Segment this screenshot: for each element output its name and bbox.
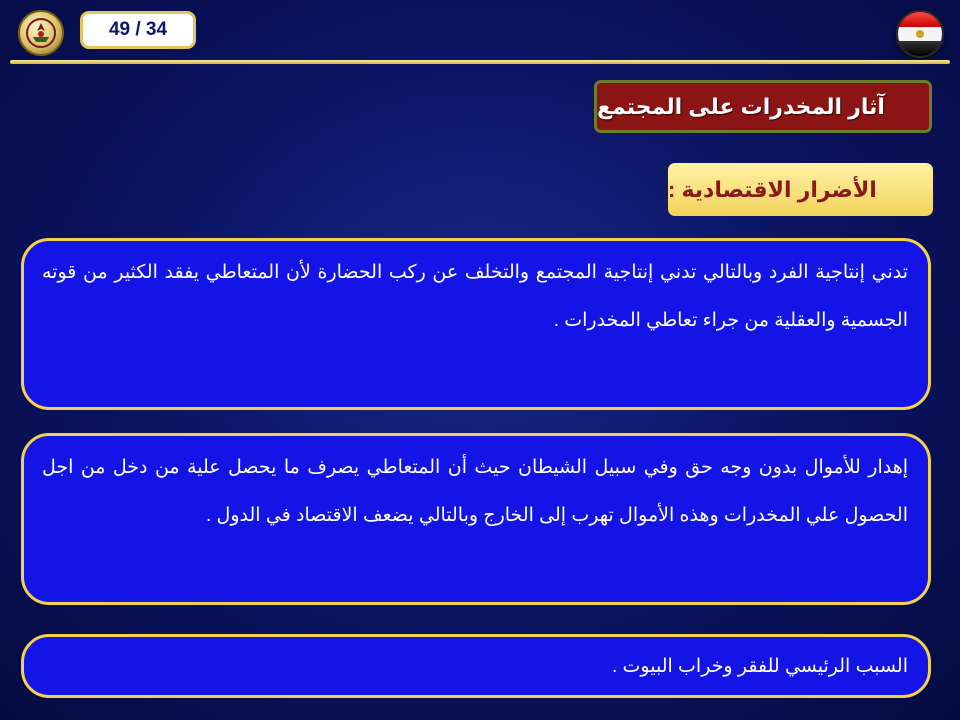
content-paragraph-2: إهدار للأموال بدون وجه حق وفي سبيل الشيطان حيث أن المتعاطي يصرف ما يحصل علية من دخل من اجل الحصول علي المخدرات وهذه الأموال تهرب إلى الخارج وبالتالي يضعف الاقتصاد في الدول .	[21, 433, 931, 605]
page-counter: 49 / 34	[80, 11, 196, 49]
content-paragraph-3: السبب الرئيسي للفقر وخراب البيوت .	[21, 634, 931, 698]
section-subtitle: الأضرار الاقتصادية :	[668, 163, 933, 216]
emblem-icon	[18, 10, 64, 56]
egypt-flag-icon	[896, 10, 944, 58]
content-paragraph-1: تدني إنتاجية الفرد وبالتالي تدني إنتاجية المجتمع والتخلف عن ركب الحضارة لأن المتعاطي يفقد الكثير من قوته الجسمية والعقلية من جراء تعاطي المخدرات .	[21, 238, 931, 410]
slide-title: آثار المخدرات على المجتمع	[594, 80, 932, 133]
header-divider	[10, 60, 950, 64]
